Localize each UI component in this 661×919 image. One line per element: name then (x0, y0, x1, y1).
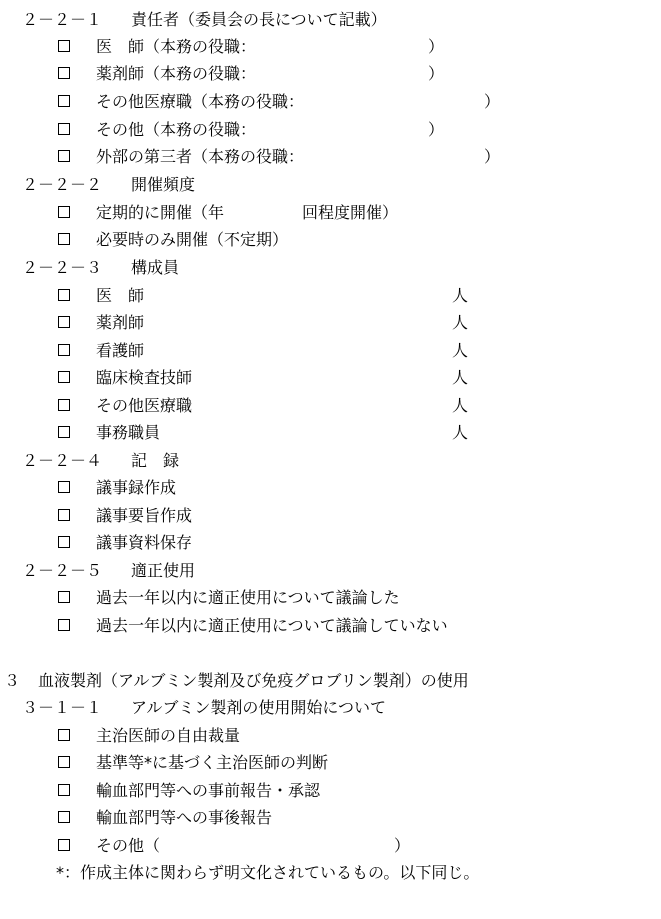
list-item-pharmacist (0, 64, 661, 84)
list-item-external (0, 147, 661, 167)
list-item (0, 533, 661, 553)
unit-label: 人 (452, 423, 469, 442)
list-item-regular (0, 203, 661, 223)
item-label: 外部の第三者（本務の役職： (96, 147, 305, 166)
section-number: ２－２－５ (22, 561, 103, 580)
item-label: 臨床検査技師 (96, 368, 193, 387)
checkbox[interactable] (58, 756, 70, 768)
item-close-paren: ） (484, 92, 501, 111)
item-label: 輸血部門等への事後報告 (96, 808, 273, 827)
checkbox[interactable] (58, 150, 70, 162)
checkbox[interactable] (58, 811, 70, 823)
item-label: 過去一年以内に適正使用について議論していない (96, 616, 448, 635)
section-number: ３ (4, 671, 21, 690)
item-label: その他医療職 (96, 396, 193, 415)
member-row (0, 341, 661, 361)
list-item-as-needed (0, 230, 661, 250)
member-row (0, 368, 661, 388)
item-label: 事務職員 (96, 423, 161, 442)
checkbox[interactable] (58, 67, 70, 79)
checkbox[interactable] (58, 619, 70, 631)
list-item (0, 478, 661, 498)
unit-label: 人 (452, 313, 469, 332)
checkbox[interactable] (58, 426, 70, 438)
section-title: 記 録 (131, 451, 180, 470)
section-title: 開催頻度 (131, 175, 196, 194)
section-title: 構成員 (131, 258, 180, 277)
item-label: 医 師（本務の役職： (96, 37, 257, 56)
unit-label: 人 (452, 396, 469, 415)
checkbox[interactable] (58, 536, 70, 548)
list-item (0, 726, 661, 746)
member-row (0, 396, 661, 416)
list-item (0, 781, 661, 801)
section-title: 適正使用 (131, 561, 196, 580)
checkbox[interactable] (58, 344, 70, 356)
checkbox[interactable] (58, 95, 70, 107)
item-label: 議事資料保存 (96, 533, 193, 552)
item-close-paren: ） (428, 120, 445, 139)
list-item-doctor (0, 37, 661, 57)
section-title: アルブミン製剤の使用開始について (131, 698, 387, 717)
section-number: ２－２－３ (22, 258, 103, 277)
item-label: 議事要旨作成 (96, 506, 193, 525)
checkbox[interactable] (58, 40, 70, 52)
list-item (0, 506, 661, 526)
member-row (0, 286, 661, 306)
item-label: 主治医師の自由裁量 (96, 726, 241, 745)
checkbox[interactable] (58, 729, 70, 741)
list-item (0, 588, 661, 608)
checkbox[interactable] (58, 233, 70, 245)
item-label: その他医療職（本務の役職： (96, 92, 305, 111)
footnote: *：作成主体に関わらず明文化されているもの。以下同じ。 (56, 863, 480, 882)
item-close-paren: ） (428, 64, 445, 83)
checkbox[interactable] (58, 509, 70, 521)
list-item (0, 753, 661, 773)
item-label: 必要時のみ開催（不定期） (96, 230, 289, 249)
checkbox[interactable] (58, 316, 70, 328)
list-item (0, 616, 661, 636)
checkbox[interactable] (58, 784, 70, 796)
checkbox[interactable] (58, 591, 70, 603)
section-number: ２－２－２ (22, 175, 103, 194)
item-close-paren: ） (484, 147, 501, 166)
checkbox[interactable] (58, 123, 70, 135)
checkbox[interactable] (58, 371, 70, 383)
list-item-other (0, 120, 661, 140)
item-label: 過去一年以内に適正使用について議論した (96, 588, 400, 607)
checkbox[interactable] (58, 481, 70, 493)
item-label: 医 師 (96, 286, 145, 305)
checkbox[interactable] (58, 289, 70, 301)
item-label: その他（本務の役職： (96, 120, 257, 139)
section-title: 責任者（委員会の長について記載） (131, 10, 387, 29)
item-label: 看護師 (96, 341, 145, 360)
item-label: 薬剤師（本務の役職： (96, 64, 257, 83)
section-number: ３－１－１ (22, 698, 103, 717)
checkbox[interactable] (58, 839, 70, 851)
item-label-suffix: 回程度開催） (302, 203, 399, 222)
item-close-paren: ） (428, 37, 445, 56)
unit-label: 人 (452, 368, 469, 387)
unit-label: 人 (452, 341, 469, 360)
section-title: 血液製剤（アルブミン製剤及び免疫グロブリン製剤）の使用 (38, 671, 469, 690)
item-label: 輸血部門等への事前報告・承認 (96, 781, 321, 800)
list-item (0, 836, 661, 856)
list-item-other-medical (0, 92, 661, 112)
item-close-paren: ） (394, 836, 411, 855)
unit-label: 人 (452, 286, 469, 305)
item-label: その他（ (96, 836, 161, 855)
member-row (0, 423, 661, 443)
item-label: 議事録作成 (96, 478, 177, 497)
checkbox[interactable] (58, 206, 70, 218)
list-item (0, 808, 661, 828)
section-number: ２－２－４ (22, 451, 103, 470)
item-label: 基準等*に基づく主治医師の判断 (96, 753, 329, 772)
item-label: 薬剤師 (96, 313, 145, 332)
checkbox[interactable] (58, 399, 70, 411)
member-row (0, 313, 661, 333)
section-number: ２－２－１ (22, 10, 103, 29)
item-label: 定期的に開催（年 (96, 203, 225, 222)
